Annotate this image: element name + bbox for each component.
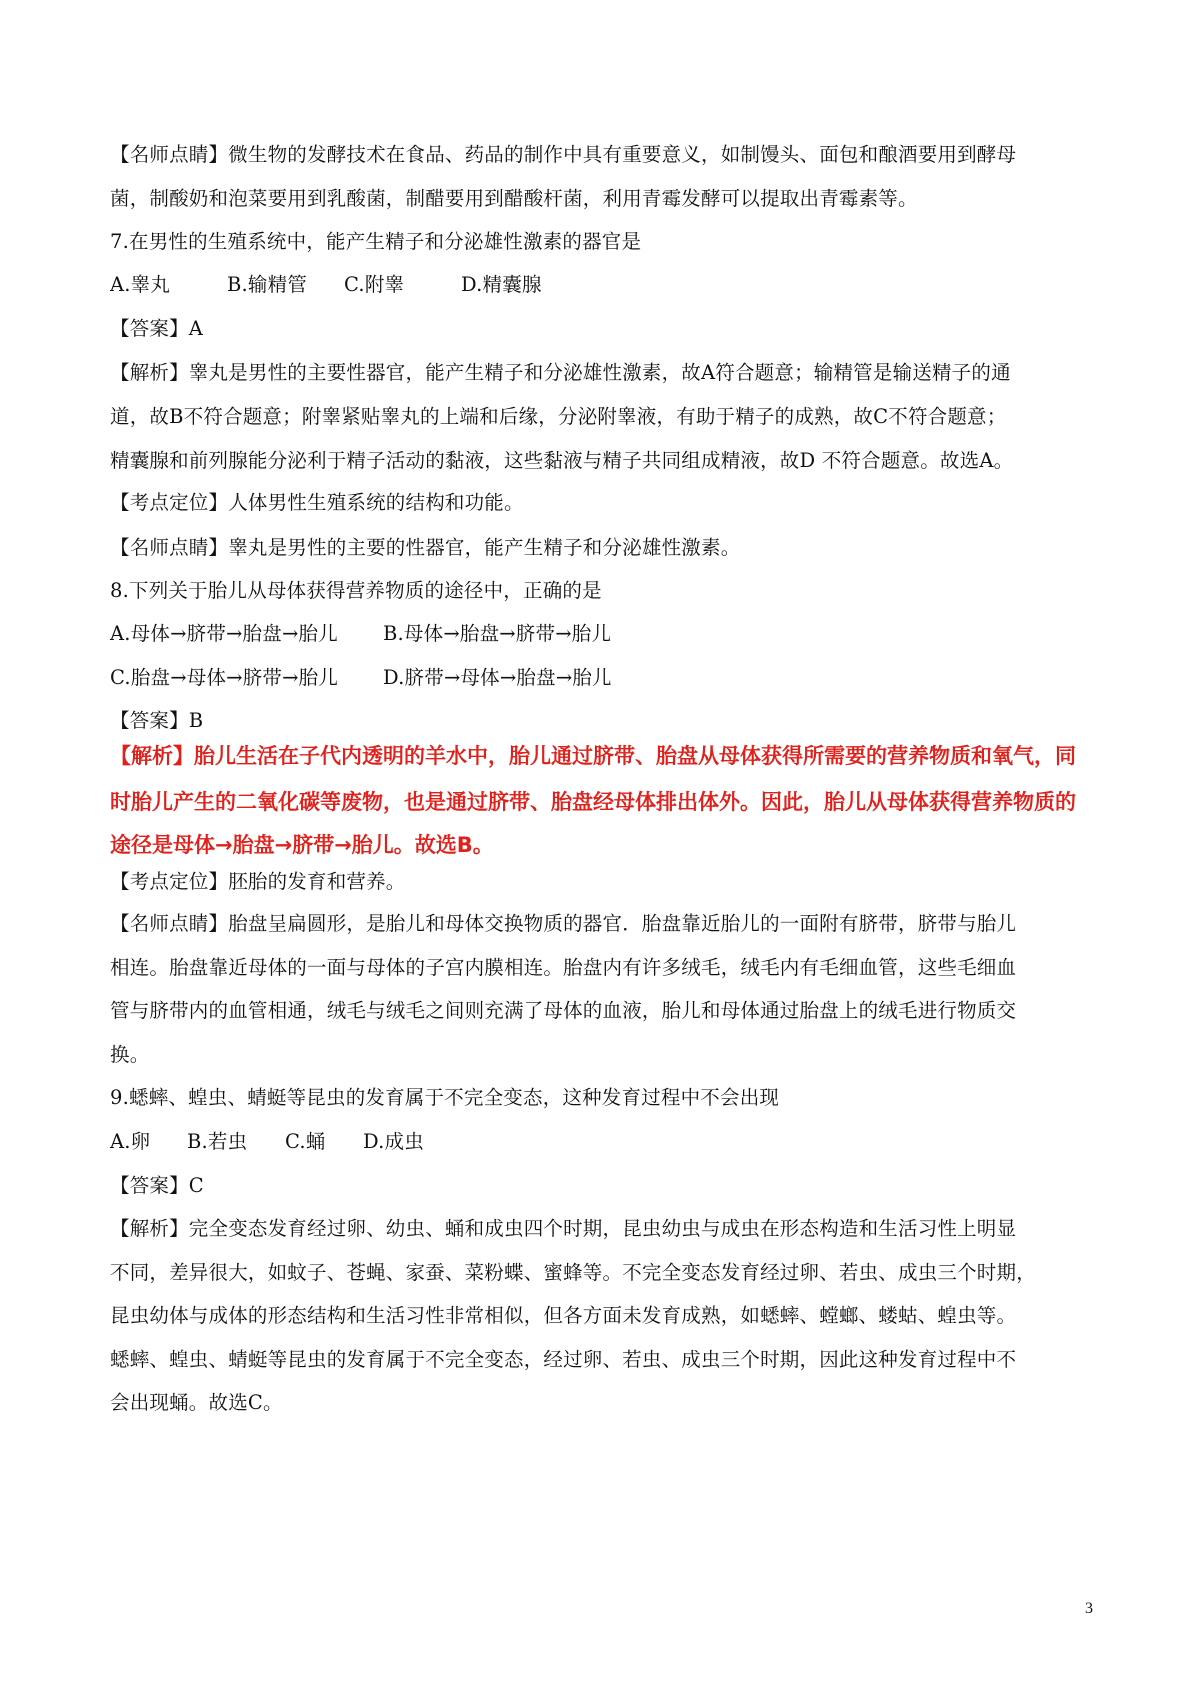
question-9-options xyxy=(110,1130,1100,1154)
question-7-key-point: 【考点定位】人体男性生殖系统的结构和功能。 xyxy=(110,491,524,514)
question-7-explanation-line: 精囊腺和前列腺能分泌利于精子活动的黏液，这些黏液与精子共同组成精液，故D 不符合题意。故选A。 xyxy=(110,449,1014,472)
option-a: A.母体→脐带→胎盘→胎儿 xyxy=(110,622,338,645)
option-c: C.附睾 xyxy=(344,273,405,296)
option-b: B.母体→胎盘→脐带→胎儿 xyxy=(383,622,612,645)
option-d: D.脐带→母体→胎盘→胎儿 xyxy=(383,666,612,689)
question-9-explanation-line: 蟋蟀、蝗虫、蜻蜓等昆虫的发育属于不完全变态，经过卵、若虫、成虫三个时期，因此这种发育过程中不 xyxy=(110,1348,1017,1371)
question-8-options-row-1 xyxy=(110,622,1100,646)
option-d: D.成虫 xyxy=(363,1130,424,1153)
question-7-stem: 7.在男性的生殖系统中，能产生精子和分泌雄性激素的器官是 xyxy=(110,230,642,253)
question-9-explanation-line: 【解析】完全变态发育经过卵、幼虫、蛹和成虫四个时期，昆虫幼虫与成虫在形态构造和生活习性上明显 xyxy=(110,1217,1017,1240)
question-8-key-point: 【考点定位】胚胎的发育和营养。 xyxy=(110,870,406,893)
option-a: A.卵 xyxy=(110,1130,151,1153)
option-d: D.精囊腺 xyxy=(461,273,542,296)
question-7-tip: 【名师点睛】睾丸是男性的主要的性器官，能产生精子和分泌雄性激素。 xyxy=(110,536,741,559)
question-8-tip-line: 管与脐带内的血管相通，绒毛与绒毛之间则充满了母体的血液，胎儿和母体通过胎盘上的绒毛进行物质交 xyxy=(110,999,1017,1022)
question-8-tip-line: 换。 xyxy=(110,1043,150,1066)
tip-paragraph-line: 菌，制酸奶和泡菜要用到乳酸菌，制醋要用到醋酸杆菌，利用青霉发酵可以提取出青霉素等。 xyxy=(110,187,918,210)
option-c: C.蛹 xyxy=(285,1130,326,1153)
question-8-stem: 8.下列关于胎儿从母体获得营养物质的途径中，正确的是 xyxy=(110,579,602,602)
tip-paragraph-line: 【名师点睛】微生物的发酵技术在食品、药品的制作中具有重要意义，如制馒头、面包和酿酒要用到酵母 xyxy=(110,143,1017,166)
question-9-answer: 【答案】C xyxy=(110,1174,204,1197)
question-8-tip-line: 【名师点睛】胎盘呈扁圆形，是胎儿和母体交换物质的器官．胎盘靠近胎儿的一面附有脐带，脐带与胎儿 xyxy=(110,912,1017,935)
question-7-explanation-line: 道，故B不符合题意；附睾紧贴睾丸的上端和后缘，分泌附睾液，有助于精子的成熟，故C不符合题意； xyxy=(110,405,1007,428)
option-b: B.输精管 xyxy=(227,273,308,296)
question-9-explanation-line: 不同，差异很大，如蚊子、苍蝇、家蚕、菜粉蝶、蜜蜂等。不完全变态发育经过卵、若虫、成虫三个时期， xyxy=(110,1261,1036,1284)
option-a: A.睾丸 xyxy=(110,273,171,296)
question-7-answer: 【答案】A xyxy=(110,317,204,340)
page-number: 3 xyxy=(1085,1600,1093,1617)
question-7-options xyxy=(110,273,1100,297)
question-8-tip-line: 相连。胎盘靠近母体的一面与母体的子宫内膜相连。胎盘内有许多绒毛，绒毛内有毛细血管，这些毛细血 xyxy=(110,956,1017,979)
option-c: C.胎盘→母体→脐带→胎儿 xyxy=(110,666,339,689)
question-8-options-row-2 xyxy=(110,666,1100,690)
question-8-explanation-line: 途径是母体→胎盘→脐带→胎儿。故选B。 xyxy=(110,833,494,857)
question-8-explanation-line: 【解析】胎儿生活在子代内透明的羊水中，胎儿通过脐带、胎盘从母体获得所需要的营养物质和氧气，同 xyxy=(110,744,1076,768)
question-7-explanation-line: 【解析】睾丸是男性的主要性器官，能产生精子和分泌雄性激素，故A符合题意；输精管是输送精子的通 xyxy=(110,361,1011,384)
question-9-stem: 9.蟋蟀、蝗虫、蜻蜓等昆虫的发育属于不完全变态，这种发育过程中不会出现 xyxy=(110,1086,780,1109)
question-8-answer: 【答案】B xyxy=(110,709,204,732)
question-9-explanation-line: 昆虫幼体与成体的形态结构和生活习性非常相似，但各方面未发育成熟，如蟋蟀、螳螂、蝼蛄、蝗虫等。 xyxy=(110,1304,1017,1327)
question-9-explanation-line: 会出现蛹。故选C。 xyxy=(110,1391,283,1414)
option-b: B.若虫 xyxy=(187,1130,248,1153)
question-8-explanation-line: 时胎儿产生的二氧化碳等废物，也是通过脐带、胎盘经母体排出体外。因此，胎儿从母体获得营养物质的 xyxy=(110,790,1076,814)
